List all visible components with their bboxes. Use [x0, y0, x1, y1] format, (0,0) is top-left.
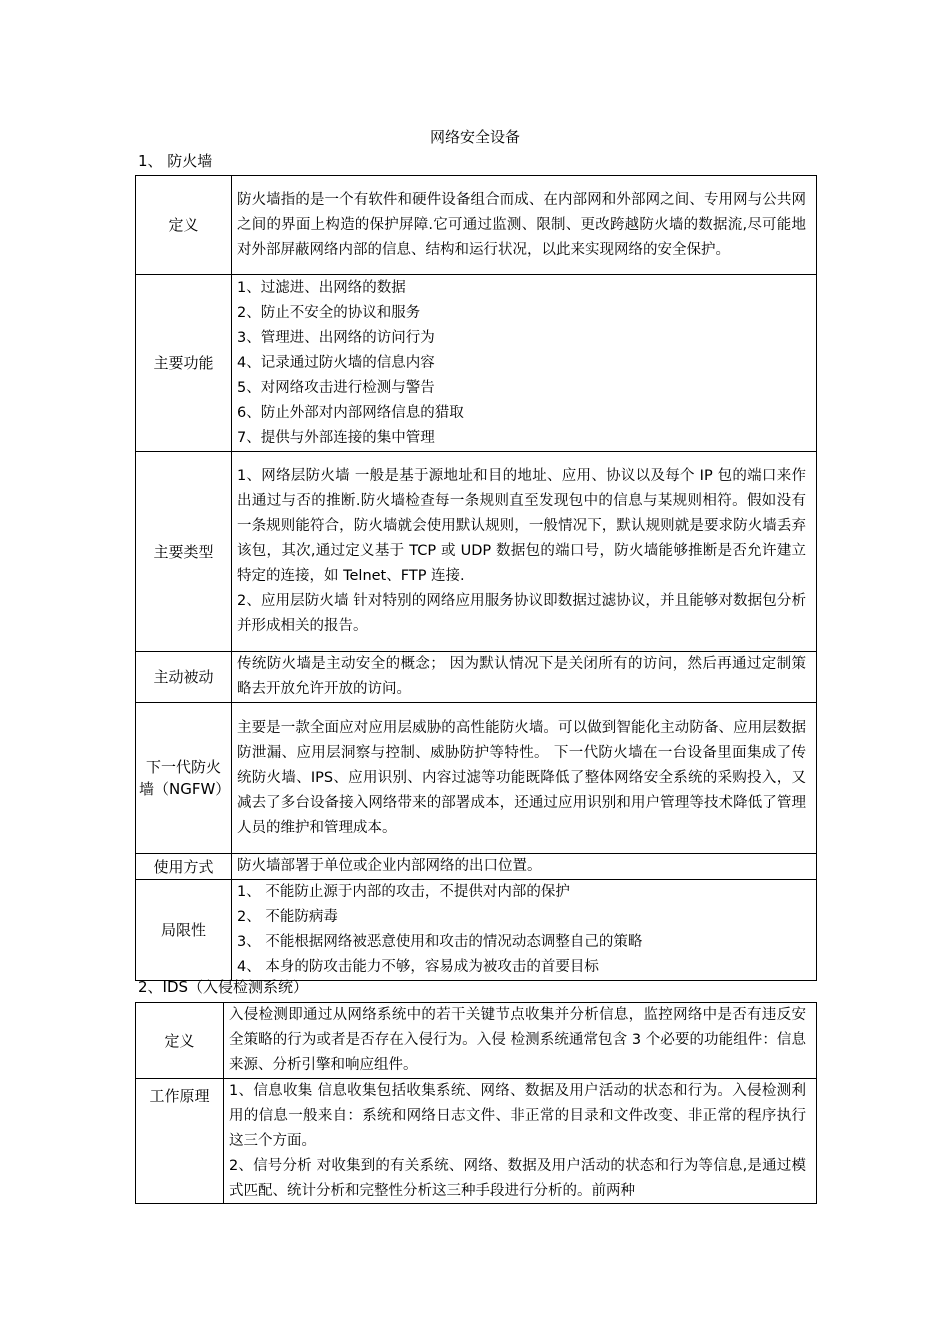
- row-content-usage: [232, 854, 817, 880]
- ids-definition-text: 入侵检测即通过从网络系统中的若干关键节点收集并分析信息，监控网络中是否有违反安全策略的行为或者是否存在入侵行为。入侵 检测系统通常包含 3 个必要的功能组件：信息来源、分析引擎和响应组件。: [229, 1007, 806, 1073]
- row-content-active-passive: [232, 652, 817, 703]
- section-heading-ids: 2、IDS（入侵检测系统）: [138, 978, 309, 996]
- signal-analysis-text: 2、信号分析 对收集到的有关系统、网络、数据及用户活动的状态和行为等信息,是通过模式匹配、统计分析和完整性分析这三种手段进行分析的。前两种: [229, 1158, 806, 1199]
- row-content-principle: [224, 1079, 817, 1204]
- principle-text-container: [229, 1079, 806, 1199]
- row-label-principle: 工作原理: [136, 1079, 224, 1204]
- row-content-functions: [232, 275, 817, 452]
- table-row: [136, 176, 817, 275]
- table-row: [136, 452, 817, 652]
- table-row: [136, 275, 817, 452]
- function-item: 4、记录通过防火墙的信息内容: [237, 354, 435, 371]
- ids-table: [135, 1002, 817, 1204]
- function-item: 1、过滤进、出网络的数据: [237, 279, 406, 296]
- table-row: [136, 880, 817, 981]
- row-label-types: 主要类型: [136, 452, 232, 652]
- row-content-definition: [232, 176, 817, 275]
- document-title: 网络安全设备: [429, 128, 520, 146]
- row-label-limitations: 局限性: [136, 880, 232, 981]
- application-layer-firewall-text: 2、应用层防火墙 针对特别的网络应用服务协议即数据过滤协议，并且能够对数据包分析并形成相关的报告。: [237, 593, 806, 634]
- network-layer-firewall-text: 1、网络层防火墙 一般是基于源地址和目的地址、应用、协议以及每个 IP 包的端口来作出通过与否的推断.防火墙检查每一条规则直至发现包中的信息与某规则相符。假如没有一条规则能符合，防火墙就会使用默认规则，一般情况下，默认规则就是要求防火墙丢弃该包，其次,通过定义基于 TCP 或 UDP 数据包的端口号，防火墙能够推断是否允许建立特定的连接，如 Telnet、FTP 连接.: [237, 468, 806, 584]
- row-content-ids-definition: [224, 1003, 817, 1079]
- function-item: 3、管理进、出网络的访问行为: [237, 329, 435, 346]
- active-passive-text: 传统防火墙是主动安全的概念； 因为默认情况下是关闭所有的访问，然后再通过定制策略去开放允许开放的访问。: [237, 656, 806, 697]
- function-item: 2、防止不安全的协议和服务: [237, 304, 421, 321]
- table-row: [136, 652, 817, 703]
- row-label-ngfw: 下一代防火墙（NGFW）: [136, 703, 232, 854]
- row-label-active-passive: 主动被动: [136, 652, 232, 703]
- section-heading-firewall: 1、 防火墙: [138, 152, 213, 170]
- row-label-definition: 定义: [136, 176, 232, 275]
- row-content-limitations: [232, 880, 817, 981]
- table-row: [136, 703, 817, 854]
- table-row: [136, 1003, 817, 1079]
- firewall-table: [135, 175, 817, 981]
- info-collection-text: 1、信息收集 信息收集包括收集系统、网络、数据及用户活动的状态和行为。入侵检测利用的信息一般来自：系统和网络日志文件、非正常的目录和文件改变、非正常的程序执行这三个方面。: [229, 1083, 806, 1149]
- table-row: [136, 854, 817, 880]
- function-item: 5、对网络攻击进行检测与警告: [237, 379, 435, 396]
- row-label-functions: 主要功能: [136, 275, 232, 452]
- limitation-item: 3、 不能根据网络被恶意使用和攻击的情况动态调整自己的策略: [237, 934, 643, 950]
- limitation-item: 2、 不能防病毒: [237, 909, 338, 925]
- row-content-ngfw: [232, 703, 817, 854]
- row-label-usage: 使用方式: [136, 854, 232, 880]
- limitation-item: 1、 不能防止源于内部的攻击，不提供对内部的保护: [237, 884, 570, 900]
- function-item: 7、提供与外部连接的集中管理: [237, 429, 435, 446]
- limitation-item: 4、 本身的防攻击能力不够，容易成为被攻击的首要目标: [237, 959, 599, 975]
- row-content-types: [232, 452, 817, 652]
- table-row: [136, 1079, 817, 1204]
- definition-text: 防火墙指的是一个有软件和硬件设备组合而成、在内部网和外部网之间、专用网与公共网之间的界面上构造的保护屏障.它可通过监测、限制、更改跨越防火墙的数据流,尽可能地对外部屏蔽网络内部的信息、结构和运行状况，以此来实现网络的安全保护。: [237, 191, 806, 258]
- ngfw-text: 主要是一款全面应对应用层威胁的高性能防火墙。可以做到智能化主动防备、应用层数据防泄漏、应用层洞察与控制、威胁防护等特性。 下一代防火墙在一台设备里面集成了传统防火墙、IPS、应用识别、内容过滤等功能既降低了整体网络安全系统的采购投入，又减去了多台设备接入网络带来的部署成本，还通过应用识别和用户管理等技术降低了管理人员的维护和管理成本。: [237, 719, 806, 836]
- usage-text: 防火墙部署于单位或企业内部网络的出口位置。: [237, 858, 542, 874]
- row-label-ids-definition: 定义: [136, 1003, 224, 1079]
- function-item: 6、防止外部对内部网络信息的猎取: [237, 404, 464, 421]
